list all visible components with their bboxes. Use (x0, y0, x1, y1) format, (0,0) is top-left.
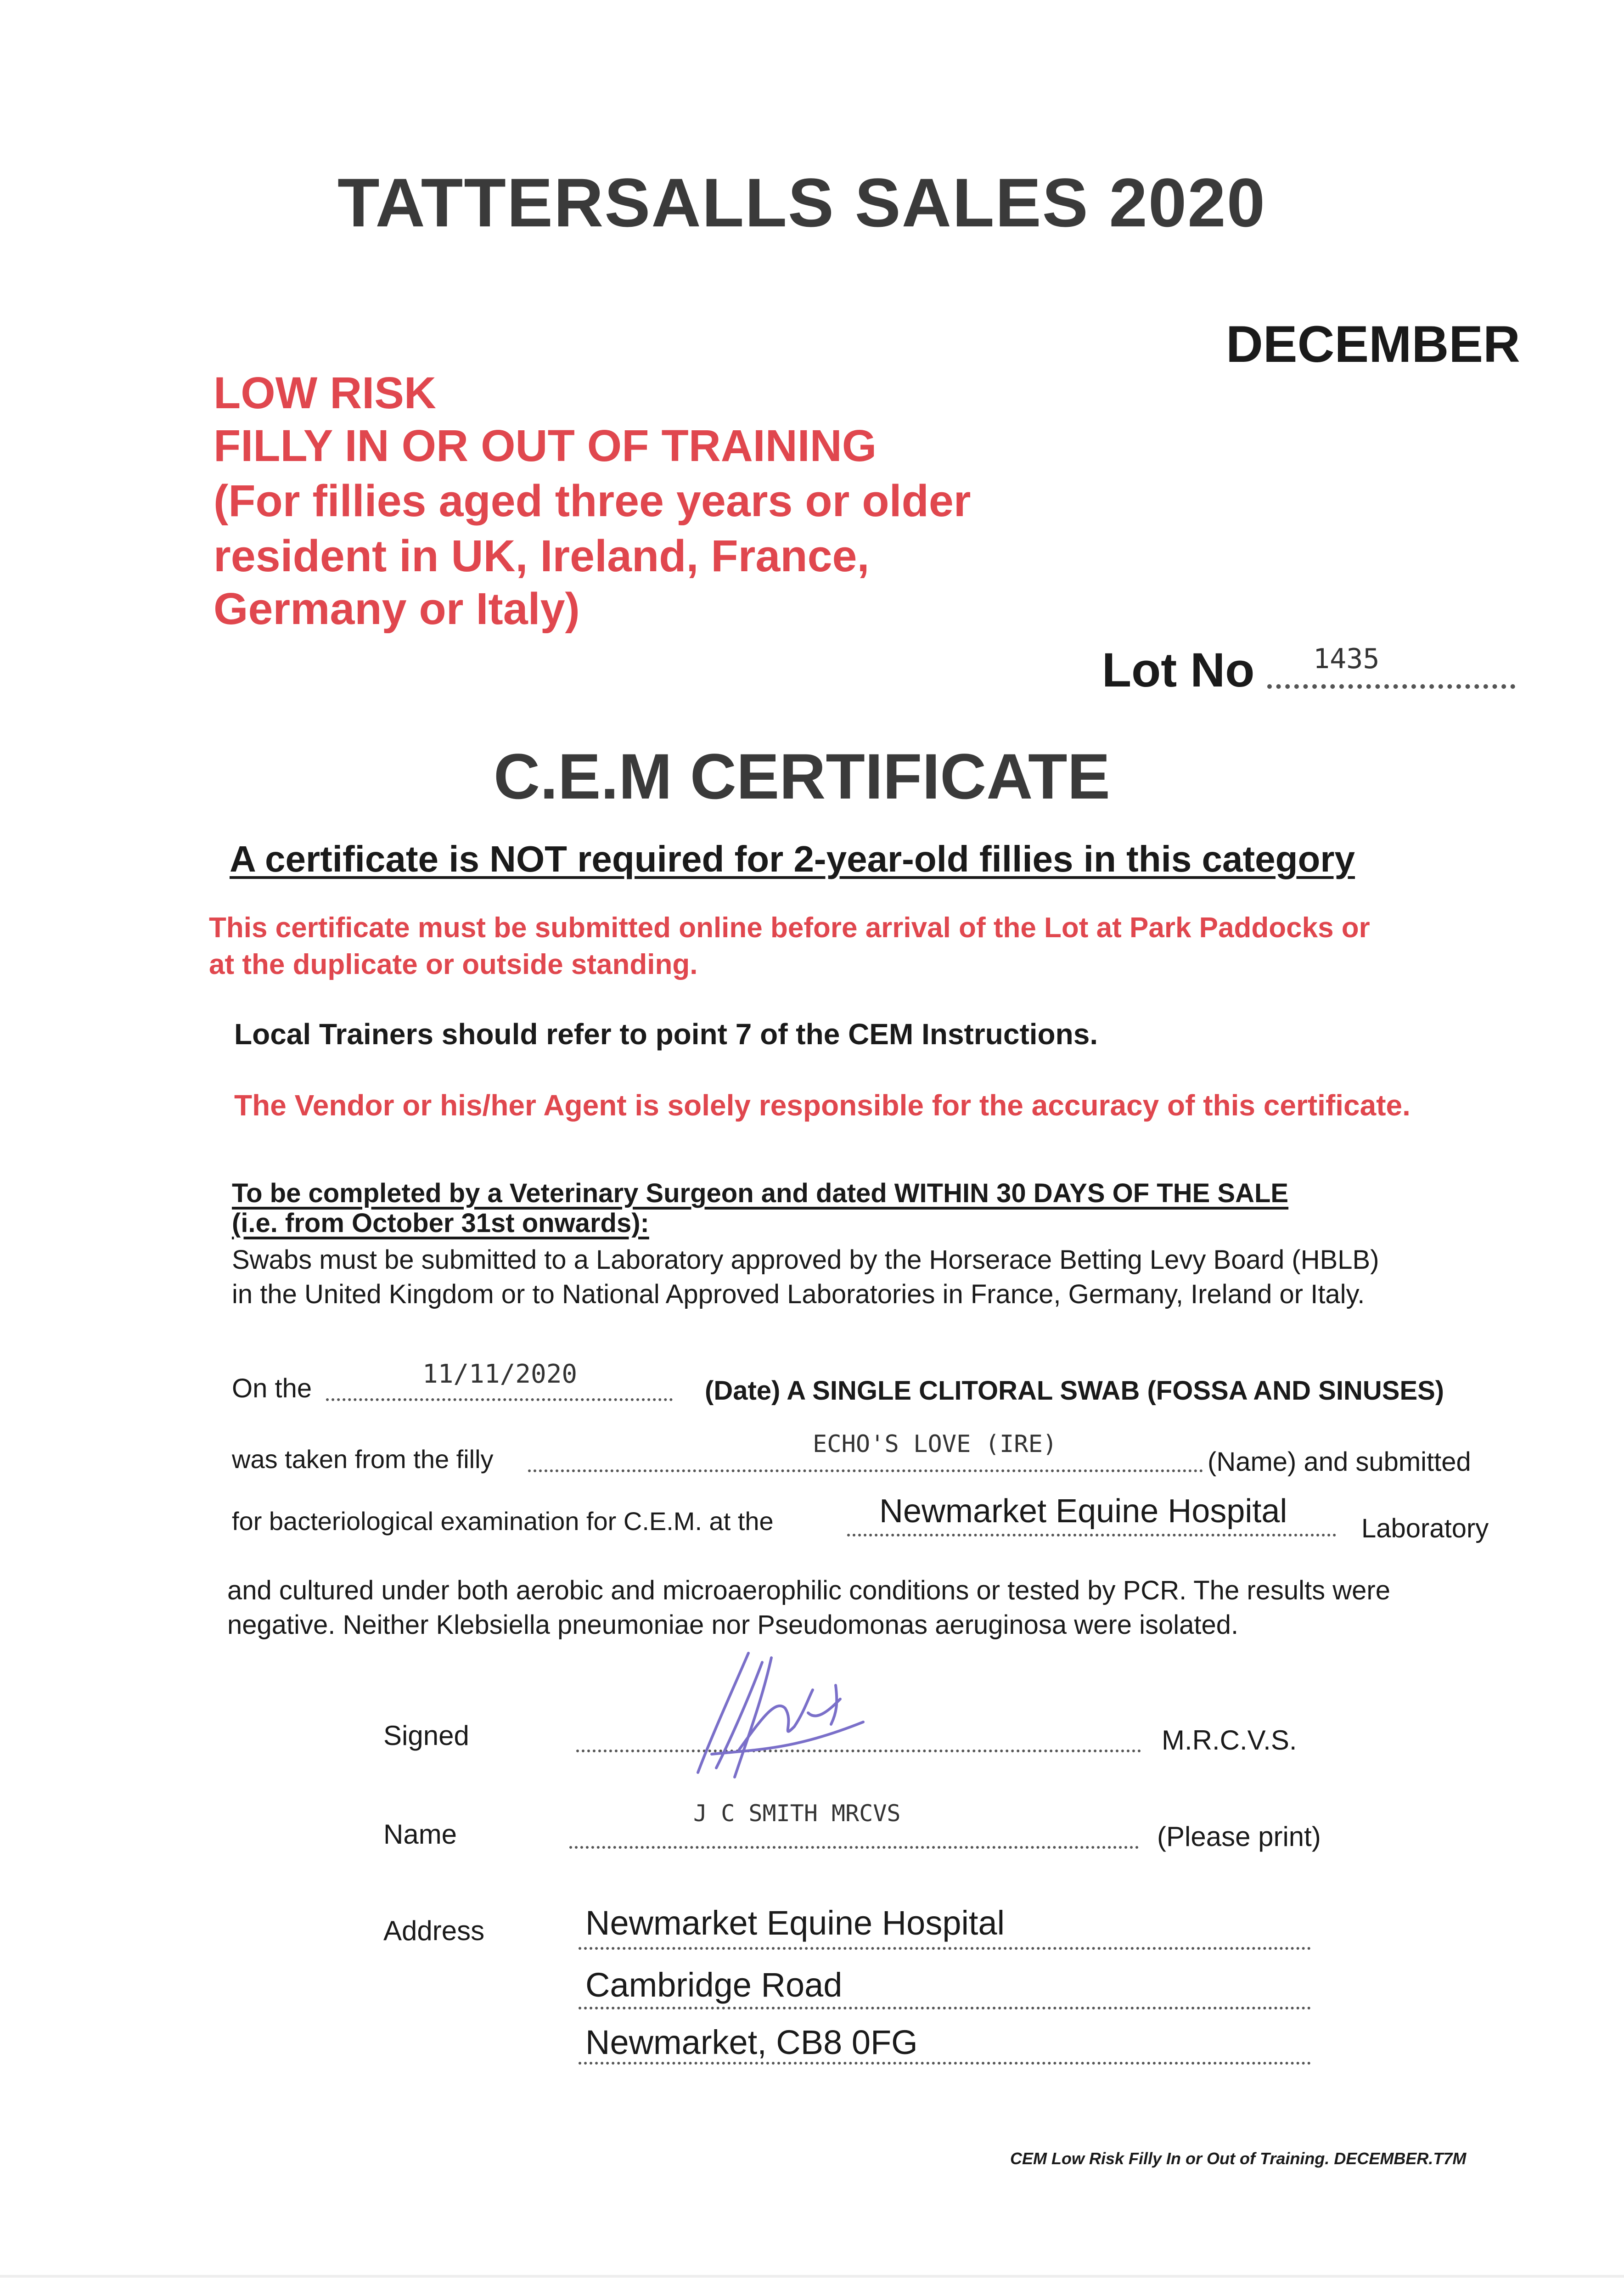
please-print-label: (Please print) (1157, 1821, 1321, 1852)
sale-month: DECEMBER (1226, 315, 1520, 373)
trainers-notice: Local Trainers should refer to point 7 of the CEM Instructions. (234, 1018, 1098, 1051)
category-line: Germany or Italy) (214, 584, 580, 634)
signature-scribble[interactable] (657, 1644, 877, 1782)
category-line: LOW RISK (214, 368, 436, 418)
category-line: (For fillies aged three years or older (214, 476, 971, 526)
lot-number[interactable]: 1435 (1313, 643, 1380, 675)
lot-label: Lot No (1102, 643, 1255, 697)
result-text: and cultured under both aerobic and microaerophilic conditions or tested by PCR. The results were (227, 1576, 1390, 1605)
vendor-notice: The Vendor or his/her Agent is solely responsible for the accuracy of this certificate. (234, 1089, 1410, 1122)
date-field[interactable]: 11/11/2020 (422, 1359, 578, 1389)
laboratory-field[interactable]: Newmarket Equine Hospital (879, 1493, 1287, 1530)
print-name-dotted-line (569, 1846, 1139, 1849)
footer-reference: CEM Low Risk Filly In or Out of Training. DECEMBER.T7M (1010, 2149, 1467, 2168)
name-label: Name (383, 1819, 457, 1850)
instructions-heading: To be completed by a Veterinary Surgeon and dated WITHIN 30 DAYS OF THE SALE (232, 1178, 1289, 1208)
mrcvs-label: M.R.C.V.S. (1162, 1725, 1297, 1756)
taken-from-label: was taken from the filly (232, 1445, 494, 1474)
address-dotted-line (579, 2007, 1311, 2009)
address-dotted-line (579, 2062, 1311, 2065)
lab-dotted-line (847, 1534, 1336, 1536)
not-required-notice: A certificate is NOT required for 2-year-old fillies in this category (230, 838, 1355, 879)
address-label: Address (383, 1915, 485, 1946)
on-the-label: On the (232, 1373, 312, 1403)
category-line: resident in UK, Ireland, France, (214, 531, 870, 581)
laboratory-label: Laboratory (1361, 1514, 1489, 1543)
address-line[interactable]: Newmarket Equine Hospital (585, 1904, 1005, 1942)
date-suffix: (Date) A SINGLE CLITORAL SWAB (FOSSA AND SINUSES) (705, 1376, 1444, 1406)
lot-dotted-line (1267, 684, 1515, 689)
address-dotted-line (579, 1947, 1311, 1950)
result-text: negative. Neither Klebsiella pneumoniae nor Pseudomonas aeruginosa were isolated. (227, 1610, 1239, 1640)
document-title: TATTERSALLS SALES 2020 (337, 164, 1266, 241)
name-suffix: (Name) and submitted (1208, 1447, 1471, 1477)
certificate-title: C.E.M CERTIFICATE (494, 740, 1110, 812)
bacteriological-label: for bacteriological examination for C.E.M. at the (232, 1507, 774, 1536)
date-dotted-line (326, 1398, 673, 1401)
print-name-field[interactable]: J C SMITH MRCVS (693, 1800, 901, 1827)
filly-name-field[interactable]: ECHO'S LOVE (IRE) (813, 1430, 1057, 1458)
address-line[interactable]: Cambridge Road (585, 1966, 843, 2004)
filly-dotted-line (528, 1469, 1203, 1472)
address-line[interactable]: Newmarket, CB8 0FG (585, 2023, 918, 2061)
submit-notice: at the duplicate or outside standing. (209, 949, 698, 980)
signed-label: Signed (383, 1720, 469, 1751)
instructions-body: Swabs must be submitted to a Laboratory approved by the Horserace Betting Levy Board (HBLB) (232, 1245, 1379, 1275)
submit-notice: This certificate must be submitted online before arrival of the Lot at Park Paddocks or (209, 912, 1370, 944)
instructions-body: in the United Kingdom or to National Approved Laboratories in France, Germany, Ireland or Italy. (232, 1279, 1365, 1309)
category-line: FILLY IN OR OUT OF TRAINING (214, 421, 877, 471)
instructions-heading: (i.e. from October 31st onwards): (232, 1208, 649, 1238)
scan-edge (0, 2275, 1624, 2278)
